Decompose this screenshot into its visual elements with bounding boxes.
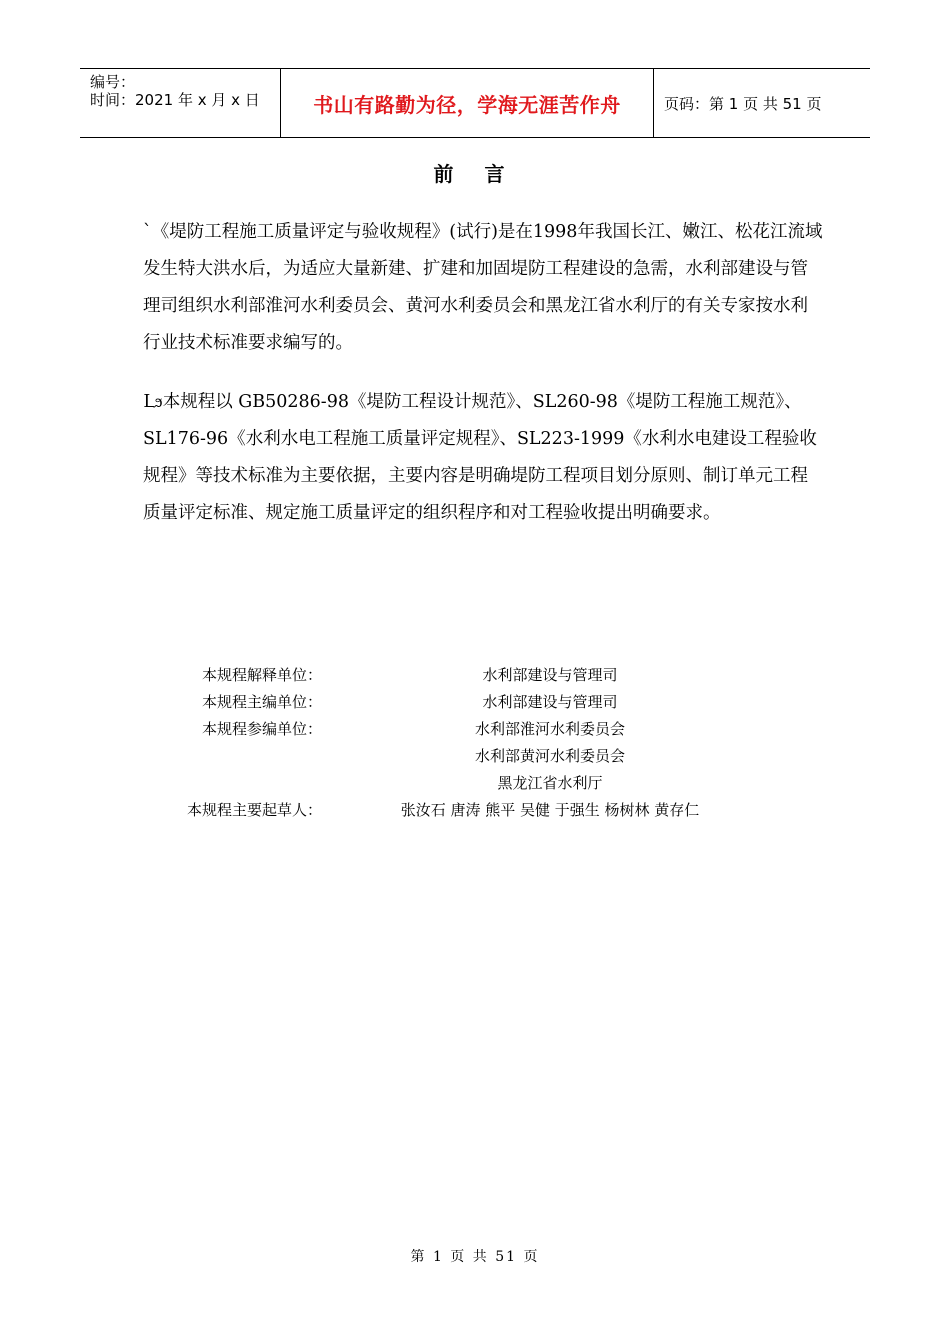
credit-label: 本规程主要起草人：: [186, 801, 322, 819]
credit-value: 水利部淮河水利委员会: [474, 720, 625, 738]
credit-value: 水利部建设与管理司: [482, 693, 618, 711]
page-title: 前 言: [433, 162, 517, 186]
credit-row-participate: [0, 718, 950, 744]
motto-text: 书山有路勤为径，学海无涯苦作舟: [313, 92, 621, 117]
paragraph-2: Լϧ本规程以 GB50286-98《堤防工程设计规范》、SL260-98《堤防工程施工规范》、SL176-96《水利水电工程施工质量评定规程》、SL223-1999《水利水电建设工程验收规程》等技术标准为主要依据，主要内容是明确堤防工程项目划分原则、制订单元工程质量评定标准、规定施工质量评定的组织程序和对工程验收提出明确要求。: [143, 392, 817, 523]
page-footer: 第 1 页 共 51 页: [410, 1249, 540, 1265]
credit-value: 水利部建设与管理司: [482, 666, 618, 684]
paragraph-1: `《堤防工程施工质量评定与验收规程》(试行)是在1998年我国长江、嫩江、松花江流域发生特大洪水后，为适应大量新建、扩建和加固堤防工程建设的急需，水利部建设与管理司组织水利部淮河水利委员会、黄河水利委员会和黑龙江省水利厅的有关专家按水利行业技术标准要求编写的。: [143, 222, 823, 353]
credit-label: 本规程主编单位：: [201, 693, 322, 711]
credit-value: 黑龙江省水利厅: [497, 774, 603, 792]
credit-row-drafters: [0, 799, 950, 825]
date-label: 时间：2021 年 x 月 x 日: [90, 91, 260, 109]
credit-value: 张汝石 唐涛 熊平 吴健 于强生 杨树林 黄存仁: [400, 801, 700, 819]
credit-row-participate-2: [0, 745, 950, 771]
credit-label: 本规程解释单位：: [201, 666, 322, 684]
header-page-cell: [654, 69, 870, 137]
credit-row-interpret: [0, 664, 950, 690]
credit-label: 本规程参编单位：: [201, 720, 322, 738]
credit-value: 水利部黄河水利委员会: [474, 747, 625, 765]
header-page-info: 页码：第 1 页 共 51 页: [664, 94, 822, 113]
document-header: [80, 68, 870, 138]
serial-label: 编号：: [90, 73, 136, 91]
header-meta-cell: [80, 69, 281, 137]
header-motto-cell: [281, 69, 654, 137]
credit-row-chief: [0, 691, 950, 717]
credit-row-participate-3: [0, 772, 950, 798]
